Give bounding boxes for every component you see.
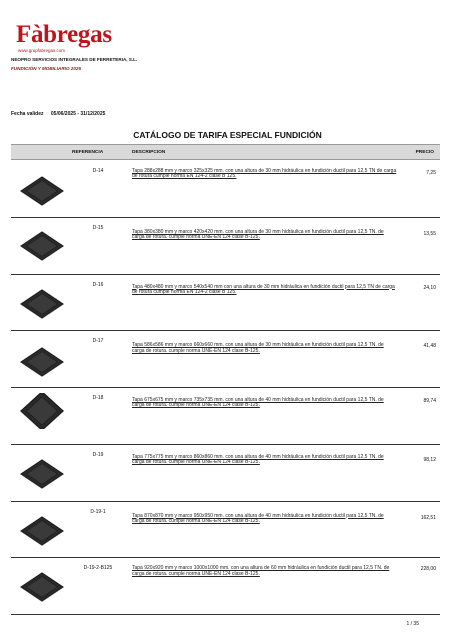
product-thumbnail [17, 173, 67, 209]
validity-range: 05/06/2025 - 31/12/2025 [50, 111, 106, 117]
square-cover-icon [17, 393, 67, 429]
square-cover-icon [17, 456, 67, 492]
product-description: Tapa 870x870 mm y marco 950x950 mm. con una altura de 40 mm hidráulica en fundición ductil para 12,5 TN. de carga de rotura. cumple norma UNE-EN 124 clase B-125. [132, 512, 384, 524]
product-price: 7,25 [426, 170, 436, 176]
column-header-description: DESCRIPCION [132, 150, 166, 155]
logo-url: www.grupfabregas.com [18, 48, 66, 53]
table-row [11, 388, 440, 445]
product-thumbnail [17, 286, 67, 322]
product-reference: D-19-1 [90, 508, 106, 515]
catalog-title: CATÁLOGO DE TARIFA ESPECIAL FUNDICIÓN [133, 130, 322, 140]
square-cover-icon [17, 286, 67, 322]
product-reference: D-14 [92, 168, 104, 174]
product-reference: D-18 [92, 395, 104, 401]
square-cover-icon [17, 173, 67, 209]
square-cover-icon [17, 344, 67, 380]
column-header-price: PRECIO [415, 150, 434, 155]
product-thumbnail [17, 569, 67, 605]
product-thumbnail [17, 228, 67, 264]
table-row [11, 502, 440, 559]
square-cover-icon [17, 569, 67, 605]
product-price: 13,55 [423, 230, 436, 237]
table-row [11, 218, 440, 275]
product-thumbnail [17, 456, 67, 492]
product-description: Tapa 480x480 mm y marco 540x540 mm con una altura de 30 mm hidráulica en fundición ductil para 12,5 TN de carga de rotura cumple norma EN 124-2 clase B 125. [132, 283, 395, 295]
product-thumbnail [17, 393, 67, 429]
product-thumbnail [17, 344, 67, 380]
product-thumbnail [17, 513, 67, 549]
product-reference: D-16 [92, 281, 104, 288]
product-price: 98,12 [423, 456, 436, 463]
product-description: Tapa 675x675 mm y marco 735x735 mm. con una altura de 40 mm hidráulica en fundición ductil para 12,5 TN. de carga de rotura. cumple norma UNE-EN 124 clase B-125. [132, 397, 384, 409]
product-price: 41,48 [423, 343, 436, 350]
validity-line [11, 111, 111, 117]
table-header [11, 144, 440, 160]
product-reference: D-19 [92, 451, 104, 458]
table-row [11, 275, 440, 332]
page-number: 1 / 35 [406, 621, 419, 627]
product-price: 24,10 [423, 284, 436, 291]
document-subtitle: FUNDICIÓN Y MOBILIARIO 2025 [11, 66, 82, 71]
product-price: 162,51 [420, 514, 436, 521]
product-description: Tapa 586x586 mm y marco 660x660 mm. con una altura de 30 mm hidráulica en fundición ductil para 12,5 TN. de carga de rotura. cumple norma UNE-EN 124 clase B-125. [132, 342, 384, 354]
square-cover-icon [17, 513, 67, 549]
product-description: Tapa 775x775 mm y marco 860x860 mm. con una altura de 40 mm hidráulica en fundición ductil para 12,5 TN. de carga de rotura. cumple norma UNE-EN 124 clase B-125. [132, 453, 384, 466]
table-row [11, 445, 440, 502]
column-header-reference: REFERENCIA [72, 150, 104, 155]
product-price: 228,00 [420, 566, 436, 573]
square-cover-icon [17, 228, 67, 264]
table-row [11, 331, 440, 388]
product-description: Tapa 920x920 mm y marco 1000x1000 mm. con una altura de 60 mm hidráulica en fundición ductil para 12,5 TN. de carga de rotura. cumple norma UNE-EN 124 clase B-125. [132, 565, 390, 577]
product-description: Tapa 288x288 mm y marco 325x325 mm. con una altura de 30 mm hidráulica en fundición ductil para 12,5 TN de carga de rotura cumple norma EN 124-2 clase B 125. [132, 168, 397, 180]
table-row [11, 161, 440, 218]
product-reference: D-15 [92, 224, 104, 231]
validity-label: Fecha validez [11, 111, 44, 117]
logo-wordmark: Fàbregas [16, 21, 112, 48]
product-reference: D-19-2-B125 [83, 565, 113, 572]
product-description: Tapa 380x380 mm y marco 420x420 mm. con una altura de 30 mm hidráulica en fundición ductil para 12,5 TN. de carga de rotura. cumple norma UNE-EN 124 clase B-125. [132, 228, 384, 241]
product-price: 89,74 [423, 398, 436, 404]
product-reference: D-17 [92, 338, 104, 345]
brand-logo [16, 22, 112, 53]
company-name: NEOPRO SERVICIOS INTEGRALES DE FERRETERIA, S.L. [11, 57, 138, 62]
table-row [11, 558, 440, 615]
